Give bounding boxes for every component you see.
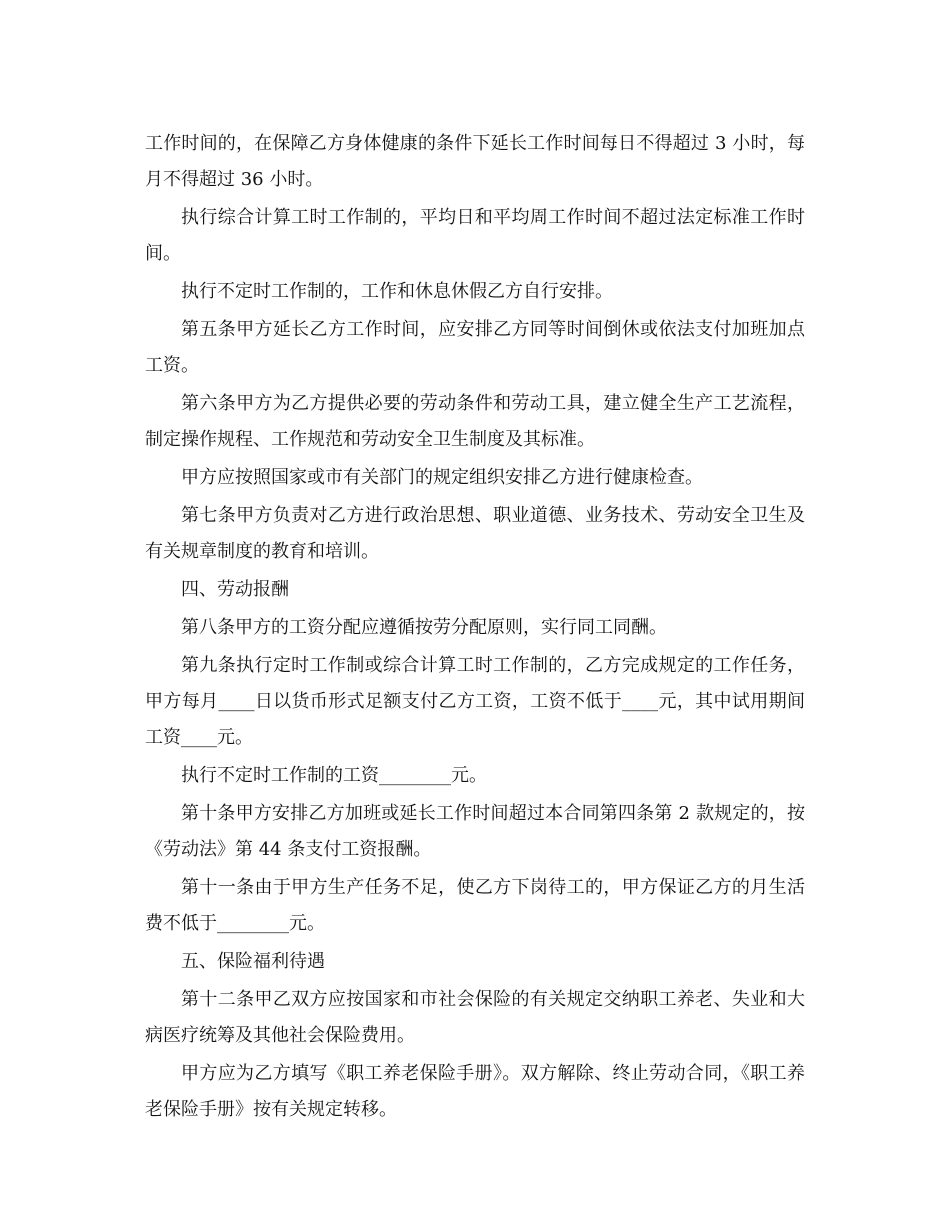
paragraph: 第七条甲方负责对乙方进行政治思想、职业道德、业务技术、劳动安全卫生及有关规章制度的教育和培训。 [145,505,805,562]
paragraph: 第六条甲方为乙方提供必要的劳动条件和劳动工具，建立健全生产工艺流程，制定操作规程、工作规范和劳动安全卫生制度及其标准。 [145,393,805,450]
paragraph: 执行综合计算工时工作制的，平均日和平均周工作时间不超过法定标准工作时间。 [145,207,805,264]
document-body [145,126,805,1130]
section-heading: 四、劳动报酬 [181,579,289,600]
paragraph: 执行不定时工作制的，工作和休息休假乙方自行安排。 [181,281,613,302]
paragraph: 第十条甲方安排乙方加班或延长工作时间超过本合同第四条第 2 款规定的，按《劳动法》第 44 条支付工资报酬。 [145,803,805,860]
paragraph: 工作时间的，在保障乙方身体健康的条件下延长工作时间每日不得超过 3 小时，每月不得超过 36 小时。 [145,133,805,190]
paragraph: 甲方应按照国家或市有关部门的规定组织安排乙方进行健康检查。 [181,467,703,488]
paragraph: 甲方应为乙方填写《职工养老保险手册》。双方解除、终止劳动合同，《职工养老保险手册》按有关规定转移。 [145,1063,805,1120]
section-heading: 五、保险福利待遇 [181,951,325,972]
paragraph: 第九条执行定时工作制或综合计算工时工作制的，乙方完成规定的工作任务，甲方每月____日以货币形式足额支付乙方工资，工资不低于____元，其中试用期间工资____元。 [145,655,805,748]
paragraph: 第十一条由于甲方生产任务不足，使乙方下岗待工的，甲方保证乙方的月生活费不低于________元。 [145,877,805,934]
paragraph: 第五条甲方延长乙方工作时间，应安排乙方同等时间倒休或依法支付加班加点工资。 [145,319,805,376]
paragraph: 第十二条甲乙双方应按国家和市社会保险的有关规定交纳职工养老、失业和大病医疗统筹及其他社会保险费用。 [145,989,805,1046]
paragraph: 第八条甲方的工资分配应遵循按劳分配原则，实行同工同酬。 [181,617,667,638]
paragraph: 执行不定时工作制的工资________元。 [181,765,487,786]
